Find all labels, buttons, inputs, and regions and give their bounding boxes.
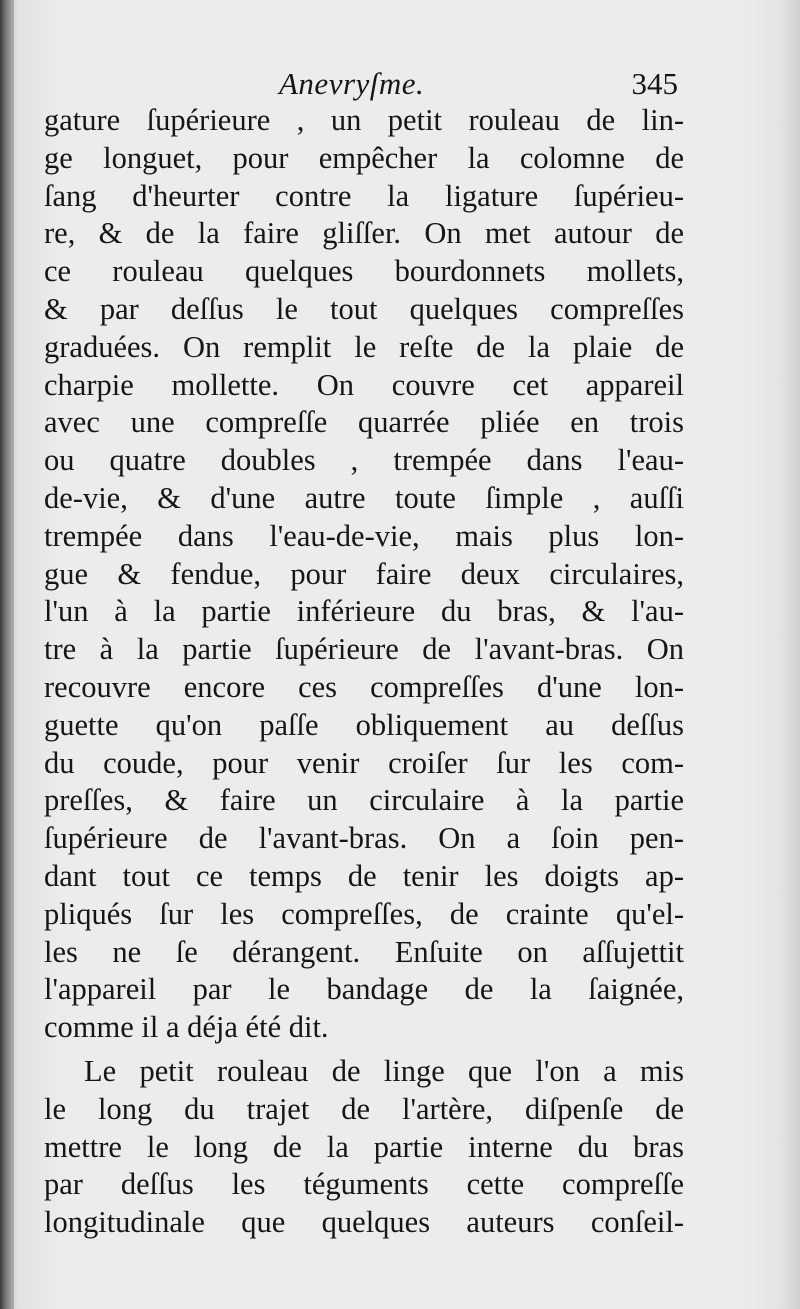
text-line: Le petit rouleau de linge que l'on a mis <box>84 1053 684 1088</box>
text-line: dant tout ce temps de tenir les doigts ap- <box>44 858 684 893</box>
text-line: guette qu'on paſſe obliquement au deſſus <box>44 707 684 742</box>
text-line: & par deſſus le tout quelques compreſſes <box>44 291 684 326</box>
text-line: ou quatre doubles , trempée dans l'eau- <box>44 443 684 478</box>
text-line: par deſſus les téguments cette compreſſe <box>44 1167 684 1202</box>
text-line: ſupérieure de l'avant-bras. On a ſoin pen- <box>44 821 684 856</box>
text-line: les ne ſe dérangent. Enſuite on aſſujettit <box>44 934 684 969</box>
text-line: le long du trajet de l'artère, diſpenſe de <box>44 1091 684 1126</box>
text-line: l'appareil par le bandage de la ſaignée, <box>44 972 684 1007</box>
text-line: tre à la partie ſupérieure de l'avant-bras. On <box>44 632 684 667</box>
body-text <box>44 102 684 1242</box>
text-line: pliqués ſur les compreſſes, de crainte qu'el- <box>44 896 684 931</box>
page-header <box>44 58 684 102</box>
text-line: trempée dans l'eau-de-vie, mais plus lon- <box>44 518 684 553</box>
text-line: comme il a déja été dit. <box>44 1010 329 1045</box>
text-line: charpie mollette. On couvre cet appareil <box>44 367 684 402</box>
text-line: graduées. On remplit le reſte de la plaie de <box>44 329 684 364</box>
running-head: Anevryſme. <box>279 66 425 101</box>
page-number: 345 <box>631 66 678 101</box>
text-line: ge longuet, pour empêcher la colomne de <box>44 140 684 175</box>
text-line: l'un à la partie inférieure du bras, & l'au- <box>44 594 684 629</box>
text-line: de-vie, & d'une autre toute ſimple , auſſi <box>44 480 684 515</box>
text-line: du coude, pour venir croiſer ſur les com- <box>44 745 684 780</box>
text-line: gue & fendue, pour faire deux circulaires, <box>44 556 684 591</box>
book-gutter-shadow <box>0 0 14 1309</box>
text-line: ce rouleau quelques bourdonnets mollets, <box>44 254 684 289</box>
text-line: ſang d'heurter contre la ligature ſupérieu- <box>44 178 684 213</box>
text-line: longitudinale que quelques auteurs conſeil- <box>44 1205 684 1240</box>
text-line: avec une compreſſe quarrée pliée en trois <box>44 405 684 440</box>
text-line: preſſes, & faire un circulaire à la partie <box>44 783 684 818</box>
book-page <box>44 58 684 1242</box>
text-line: gature ſupérieure , un petit rouleau de lin- <box>44 103 684 137</box>
text-line: recouvre encore ces compreſſes d'une lon- <box>44 669 684 704</box>
text-line: mettre le long de la partie interne du bras <box>44 1129 684 1164</box>
text-line: re, & de la faire gliſſer. On met autour de <box>44 216 684 251</box>
